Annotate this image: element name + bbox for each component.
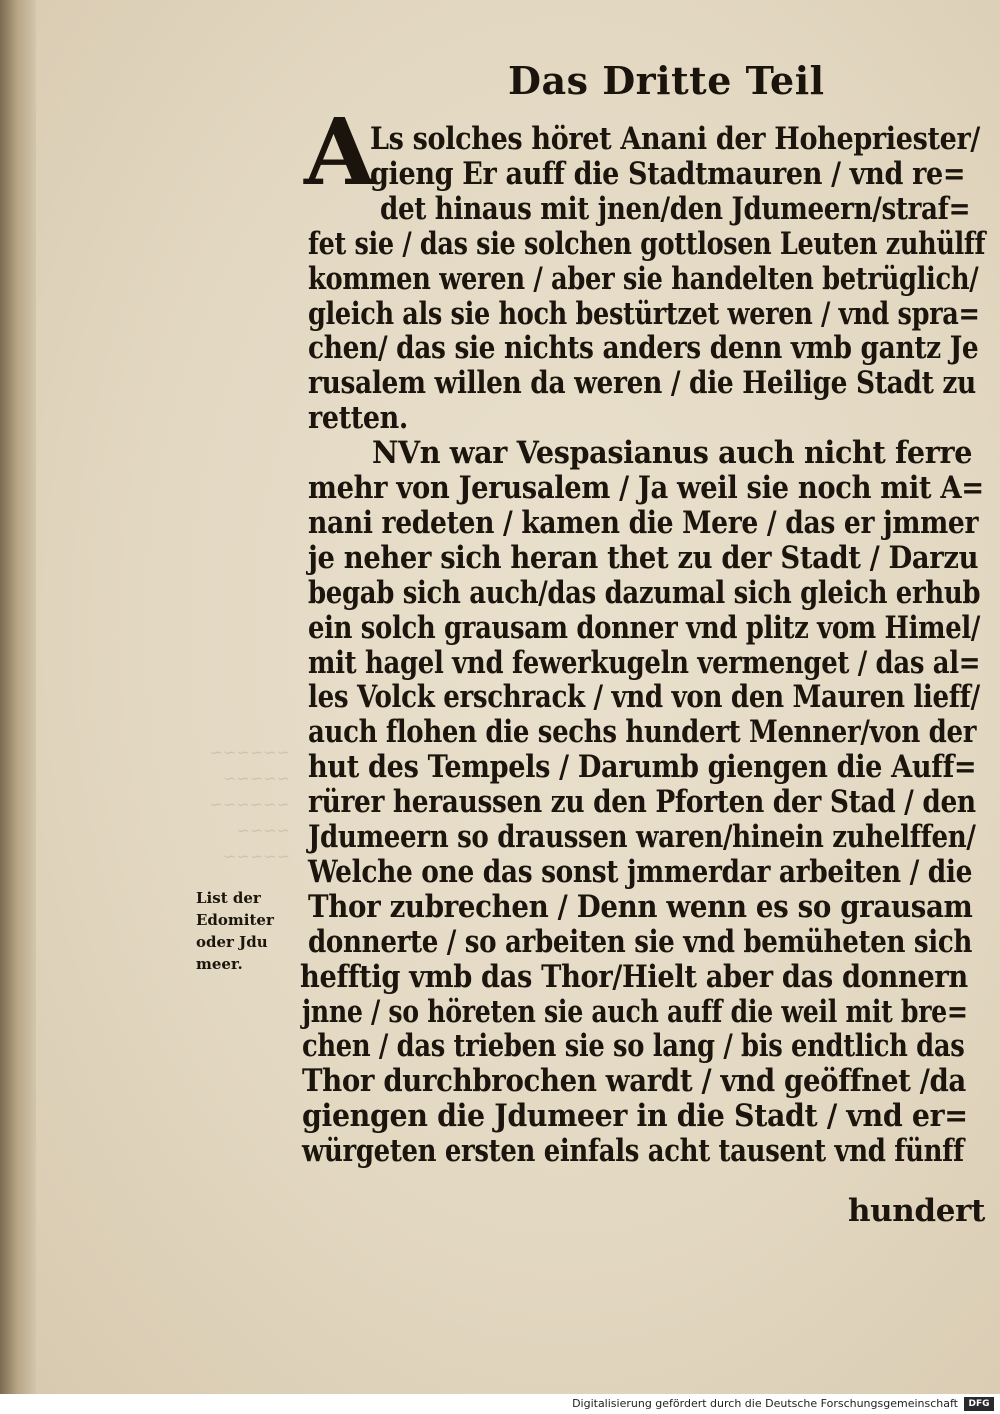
- text-line: retten.: [308, 400, 408, 437]
- text-line: Ls solches höret Anani der Hohepriester/: [370, 121, 980, 157]
- catchword: hundert: [848, 1193, 985, 1229]
- text-line: fet sie / das sie solchen gottlosen Leuten zuhülff: [308, 225, 986, 262]
- margin-note-line: oder Jdu: [196, 933, 268, 951]
- text-line: gieng Er auff die Stadtmauren / vnd re=: [370, 155, 966, 192]
- text-line: chen/ das sie nichts anders denn vmb gantz Je: [308, 330, 979, 367]
- drop-initial: A: [304, 98, 376, 206]
- running-head: Das Dritte Teil: [508, 58, 825, 103]
- footer-credit: Digitalisierung gefördert durch die Deutsche Forschungsgemeinschaft: [572, 1397, 958, 1410]
- digitization-footer: [0, 1394, 1000, 1414]
- text-line: nani redeten / kamen die Mere / das er jmmer: [308, 504, 979, 541]
- text-line: donnerte / so arbeiten sie vnd bemüheten sich: [308, 923, 973, 960]
- text-line: hefftig vmb das Thor/Hielt aber das donnern: [300, 958, 968, 995]
- text-line: Thor zubrechen / Denn wenn es so grausam: [308, 888, 973, 925]
- bleed-through-texture: ~~~~~~ ~~~~~ ~~~~~~ ~~~~ ~~~~~: [209, 743, 290, 866]
- text-line: rusalem willen da weren / die Heilige Stadt zu: [308, 365, 976, 402]
- margin-note-line: List der: [196, 889, 261, 907]
- text-line: je neher sich heran thet zu der Stadt / Darzu: [308, 539, 979, 576]
- text-line: les Volck erschrack / vnd von den Mauren lieff/: [308, 679, 980, 716]
- text-line: hut des Tempels / Darumb giengen die Auff=: [308, 749, 977, 786]
- text-line: det hinaus mit jnen/den Jdumeern/straf=: [380, 190, 971, 227]
- text-line: Welche one das sonst jmmerdar arbeiten / die: [308, 853, 973, 890]
- text-line: begab sich auch/das dazumal sich gleich erhub: [308, 574, 981, 611]
- margin-note-line: meer.: [196, 955, 243, 973]
- text-line: NVn war Vespasianus auch nicht ferre: [372, 435, 973, 472]
- text-line: kommen weren / aber sie handelten betrüglich/: [308, 260, 979, 297]
- text-line: giengen die Jdumeer in die Stadt / vnd er=: [302, 1098, 968, 1135]
- text-line: auch flohen die sechs hundert Menner/von der: [308, 714, 977, 751]
- text-line: jnne / so höreten sie auch auff die weil mit bre=: [302, 993, 968, 1030]
- text-line: gleich als sie hoch bestürtzet weren / vnd spra=: [308, 295, 980, 332]
- text-line: würgeten ersten einfals acht tausent vnd fünff: [302, 1133, 964, 1170]
- text-line: chen / das trieben sie so lang / bis endtlich das: [302, 1028, 965, 1065]
- text-line: rürer heraussen zu den Pforten der Stad / den: [308, 784, 976, 821]
- text-line: ein solch grausam donner vnd plitz vom Himel/: [308, 609, 980, 646]
- text-line: mehr von Jerusalem / Ja weil sie noch mit A=: [308, 470, 984, 506]
- dfg-logo: DFG: [964, 1397, 994, 1411]
- text-line: Thor durchbrochen wardt / vnd geöffnet /da: [302, 1063, 966, 1100]
- margin-note-line: Edomiter: [196, 911, 274, 929]
- text-line: mit hagel vnd fewerkugeln vermenget / das al=: [308, 644, 981, 681]
- page-gutter-edge: [0, 0, 40, 1394]
- text-line: Jdumeern so draussen waren/hinein zuhelffen/: [308, 819, 976, 855]
